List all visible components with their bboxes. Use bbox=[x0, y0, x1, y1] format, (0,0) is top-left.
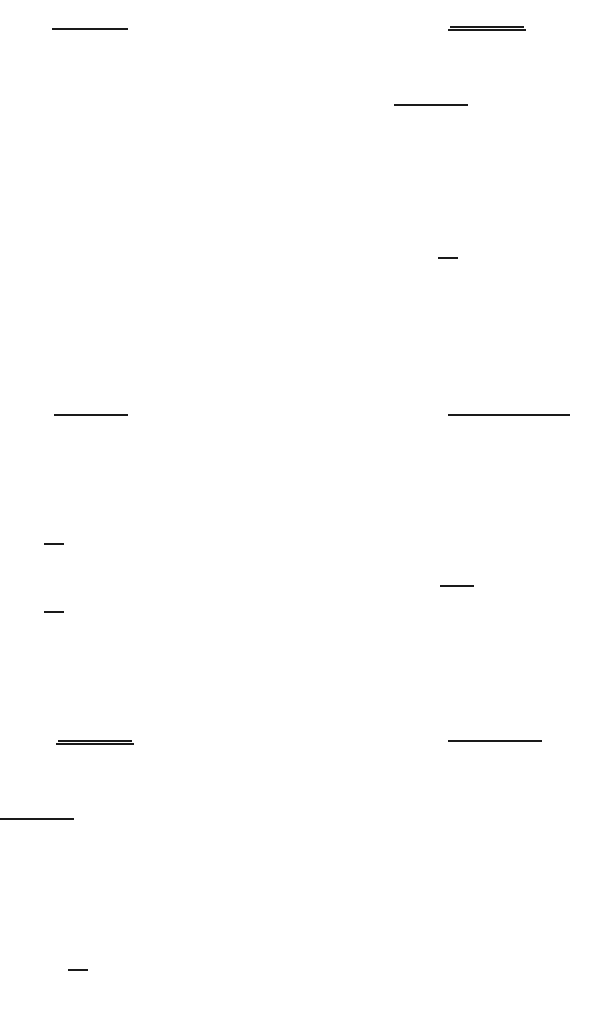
problem-g-line-4-fraction bbox=[438, 257, 458, 261]
problem-g-line-4-denominator bbox=[438, 259, 458, 261]
problem-v-fraction bbox=[56, 743, 134, 747]
problem-g-line-1-denominator bbox=[394, 106, 468, 108]
problem-d-line-4-denominator bbox=[440, 587, 474, 589]
problem-e-sqrt-bar bbox=[448, 740, 542, 742]
problem-b-line-3-denominator bbox=[44, 545, 64, 547]
problem-d-line-4-fraction bbox=[440, 585, 474, 589]
problem-v-line-1-fraction bbox=[0, 818, 74, 822]
problem-d-sqrt-bar bbox=[448, 414, 570, 416]
problem-b-line-3-fraction bbox=[44, 543, 64, 547]
problem-v-line-4-denominator bbox=[68, 971, 88, 973]
problem-a-sqrt-bar bbox=[52, 28, 128, 30]
problem-g-denominator bbox=[448, 31, 526, 33]
problem-g-fraction bbox=[448, 29, 526, 33]
problem-v-line-1-denominator bbox=[0, 820, 74, 822]
problem-b-sqrt-bar bbox=[54, 414, 128, 416]
problem-v-line-4-fraction bbox=[68, 969, 88, 973]
problem-v-sqrt-bar bbox=[58, 740, 132, 742]
problem-g-line-1-fraction bbox=[394, 104, 468, 108]
problem-v-denominator bbox=[56, 745, 134, 747]
problem-g-sqrt-bar bbox=[450, 26, 524, 28]
problem-b-line-4-fraction bbox=[44, 611, 64, 615]
problem-b-line-4-denominator bbox=[44, 613, 64, 615]
